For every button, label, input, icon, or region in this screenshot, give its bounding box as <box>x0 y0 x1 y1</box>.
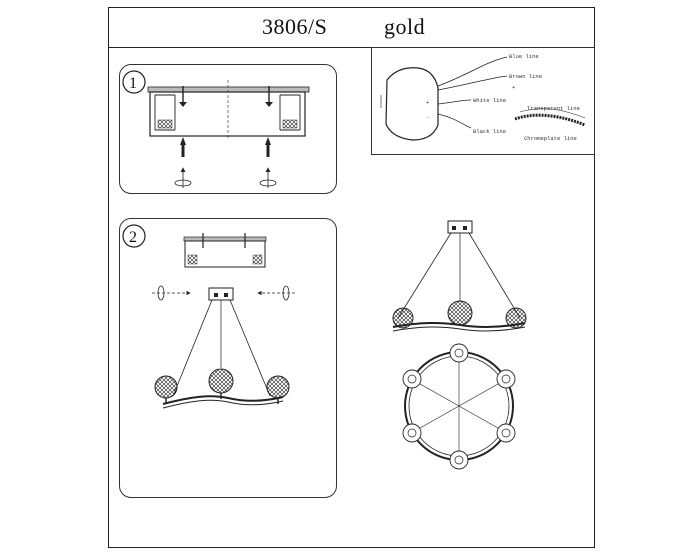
model-number: 3806/S <box>262 14 328 39</box>
front-globe-left <box>393 308 413 328</box>
ceiling <box>148 87 309 92</box>
step-1-number: 1 <box>129 75 137 92</box>
black-line-label: Black line <box>473 128 507 135</box>
side-screw-right-icon <box>258 286 295 300</box>
side-screw-left-icon <box>152 286 190 300</box>
rotate-arrow-left-icon <box>175 168 191 188</box>
blue-line-label: Blue line <box>509 53 539 60</box>
minus-sign: - <box>426 114 430 121</box>
step-2-number: 2 <box>129 229 137 246</box>
white-line-label: White line <box>473 97 507 104</box>
transparent-line-label: Transparent line <box>527 105 580 112</box>
globe-center <box>209 369 233 399</box>
rotate-arrow-right-icon <box>260 168 276 188</box>
step-2-drawing <box>123 225 295 408</box>
front-view-drawing <box>393 221 526 331</box>
wiring-drawing <box>381 53 585 142</box>
front-globe-right <box>506 308 526 328</box>
mount-plate <box>209 288 233 300</box>
screw-up-left <box>180 137 186 157</box>
driver-unit <box>386 68 438 140</box>
plus-sign: + <box>426 99 430 106</box>
front-canopy <box>448 221 472 233</box>
canopy <box>150 92 305 136</box>
brown-line-label: Brown line <box>509 73 543 80</box>
screw-up-right <box>265 137 271 157</box>
front-globe-center <box>448 301 472 325</box>
finish-label: gold <box>384 14 426 39</box>
chromeplate-line-label: Chromeplate line <box>524 135 577 142</box>
top-view-drawing <box>403 344 515 469</box>
step-1-drawing <box>123 71 309 188</box>
led-strip <box>515 115 585 125</box>
ring-frame <box>163 396 283 404</box>
globe-left <box>155 376 177 404</box>
plus-sign-led: + <box>512 84 516 91</box>
